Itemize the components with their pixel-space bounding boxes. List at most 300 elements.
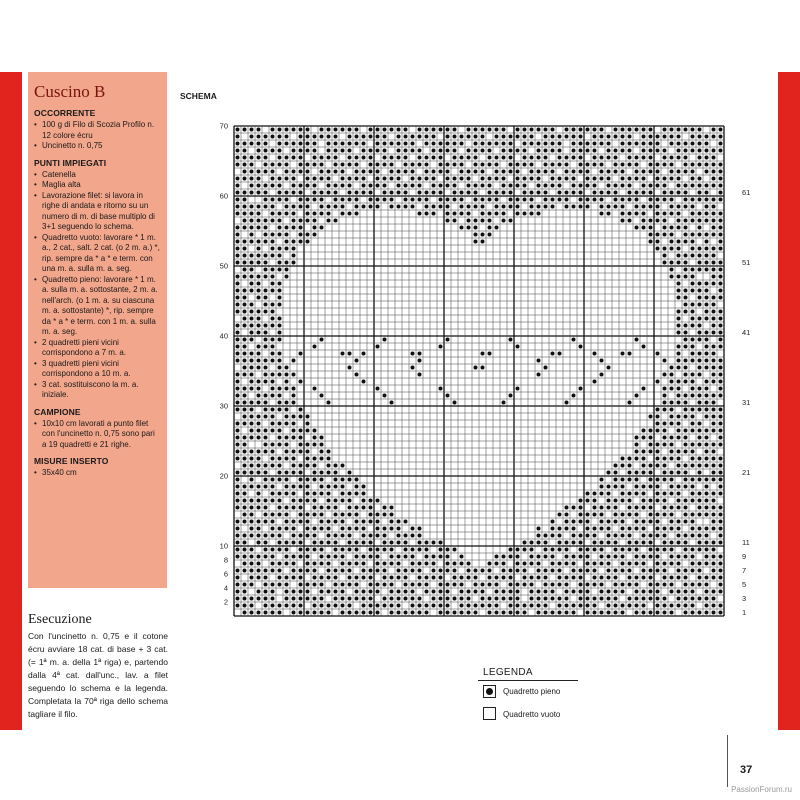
filled-square-mark [523,562,527,566]
filled-square-mark [502,590,506,594]
filled-square-mark [705,240,709,244]
filled-square-mark [719,135,723,139]
filled-square-mark [677,226,681,230]
filled-square-mark [537,184,541,188]
filled-square-mark [243,268,247,272]
filled-square-mark [649,128,653,132]
filled-square-mark [663,247,667,251]
filled-square-mark [271,464,275,468]
filled-square-mark [530,562,534,566]
row-label-right: 7 [742,566,747,575]
filled-square-mark [439,541,443,545]
filled-square-mark [299,429,303,433]
filled-square-mark [481,163,485,167]
filled-square-mark [285,380,289,384]
filled-square-mark [390,513,394,517]
filled-square-mark [684,597,688,601]
filled-square-mark [278,317,282,321]
filled-square-mark [250,576,254,580]
filled-square-mark [677,541,681,545]
filled-square-mark [712,135,716,139]
filled-square-mark [509,205,513,209]
filled-square-mark [327,471,331,475]
filled-square-mark [453,597,457,601]
filled-square-mark [628,527,632,531]
filled-square-mark [313,464,317,468]
filled-square-mark [250,422,254,426]
row-label-left: 20 [219,471,228,481]
filled-square-mark [264,296,268,300]
filled-square-mark [565,520,569,524]
filled-square-mark [411,135,415,139]
filled-square-mark [376,548,380,552]
filled-square-mark [460,583,464,587]
filled-square-mark [341,499,345,503]
filled-square-mark [663,422,667,426]
filled-square-mark [278,478,282,482]
filled-square-mark [628,177,632,181]
filled-square-mark [299,506,303,510]
filled-square-mark [712,464,716,468]
filled-square-mark [334,219,338,223]
filled-square-mark [369,604,373,608]
filled-square-mark [306,142,310,146]
filled-square-mark [243,359,247,363]
filled-square-mark [705,345,709,349]
filled-square-mark [320,163,324,167]
filled-square-mark [243,534,247,538]
filled-square-mark [236,436,240,440]
filled-square-mark [544,534,548,538]
filled-square-mark [460,191,464,195]
filled-square-mark [509,163,513,167]
filled-square-mark [299,443,303,447]
filled-square-mark [383,177,387,181]
filled-square-mark [656,184,660,188]
filled-square-mark [719,394,723,398]
filled-square-mark [635,520,639,524]
filled-square-mark [348,352,352,356]
filled-square-mark [572,506,576,510]
filled-square-mark [313,583,317,587]
filled-square-mark [670,205,674,209]
filled-square-mark [530,583,534,587]
filled-square-mark [285,478,289,482]
filled-square-mark [565,135,569,139]
filled-square-mark [488,233,492,237]
filled-square-mark [670,268,674,272]
filled-square-mark [264,548,268,552]
filled-square-mark [544,184,548,188]
filled-square-mark [691,247,695,251]
filled-square-mark [453,135,457,139]
filled-square-mark [292,597,296,601]
filled-square-mark [684,324,688,328]
filled-square-mark [292,184,296,188]
filled-square-mark [376,198,380,202]
filled-square-mark [628,548,632,552]
filled-square-mark [600,492,604,496]
filled-square-mark [404,128,408,132]
filled-square-mark [642,611,646,615]
filled-square-mark [712,576,716,580]
filled-square-mark [264,310,268,314]
filled-square-mark [285,583,289,587]
filled-square-mark [334,604,338,608]
filled-square-mark [334,478,338,482]
filled-square-mark [278,499,282,503]
filled-square-mark [635,436,639,440]
filled-square-mark [698,436,702,440]
filled-square-mark [677,345,681,349]
filled-square-mark [236,324,240,328]
filled-square-mark [292,576,296,580]
filled-square-mark [551,184,555,188]
filled-square-mark [628,457,632,461]
filled-square-mark [537,527,541,531]
filled-square-mark [509,576,513,580]
filled-square-mark [243,205,247,209]
filled-square-mark [719,366,723,370]
legend-title: LEGENDA [483,667,533,678]
filled-square-mark [404,541,408,545]
filled-square-mark [579,604,583,608]
filled-square-mark [670,387,674,391]
filled-square-mark [306,205,310,209]
filled-square-mark [264,485,268,489]
filled-square-mark [600,506,604,510]
filled-square-mark [712,198,716,202]
filled-square-mark [243,338,247,342]
filled-square-mark [586,142,590,146]
filled-square-mark [621,457,625,461]
filled-square-mark [691,520,695,524]
filled-square-mark [383,583,387,587]
filled-square-mark [551,562,555,566]
filled-square-mark [390,611,394,615]
filled-square-mark [670,562,674,566]
filled-square-mark [565,198,569,202]
filled-square-mark [712,548,716,552]
filled-square-mark [250,303,254,307]
filled-square-mark [278,464,282,468]
filled-square-mark [271,282,275,286]
filled-square-mark [264,338,268,342]
filled-square-mark [509,597,513,601]
filled-square-mark [271,492,275,496]
filled-square-mark [621,205,625,209]
filled-square-mark [502,156,506,160]
filled-square-mark [712,541,716,545]
filled-square-mark [495,597,499,601]
filled-square-mark [544,555,548,559]
filled-square-mark [299,233,303,237]
filled-square-mark [698,212,702,216]
filled-square-mark [607,541,611,545]
filled-square-mark [719,359,723,363]
filled-square-mark [712,156,716,160]
filled-square-mark [250,436,254,440]
filled-square-mark [705,576,709,580]
filled-square-mark [705,429,709,433]
filled-square-mark [432,205,436,209]
filled-square-mark [670,415,674,419]
filled-square-mark [509,394,513,398]
filled-square-mark [691,443,695,447]
filled-square-mark [481,170,485,174]
filled-square-mark [705,233,709,237]
filled-square-mark [593,597,597,601]
filled-square-mark [243,485,247,489]
filled-square-mark [663,583,667,587]
filled-square-mark [677,394,681,398]
filled-square-mark [243,443,247,447]
filled-square-mark [285,401,289,405]
filled-square-mark [586,163,590,167]
filled-square-mark [614,611,618,615]
filled-square-mark [565,548,569,552]
filled-square-mark [684,436,688,440]
filled-square-mark [313,604,317,608]
filled-square-mark [593,548,597,552]
filled-square-mark [250,289,254,293]
filled-square-mark [698,331,702,335]
filled-square-mark [691,597,695,601]
filled-square-mark [684,128,688,132]
filled-square-mark [453,156,457,160]
filled-square-mark [565,513,569,517]
filled-square-mark [432,128,436,132]
filled-square-mark [439,569,443,573]
filled-square-mark [642,177,646,181]
filled-square-mark [572,128,576,132]
filled-square-mark [411,569,415,573]
filled-square-mark [306,527,310,531]
filled-square-mark [579,576,583,580]
filled-square-mark [516,205,520,209]
filled-square-mark [285,156,289,160]
filled-square-mark [243,415,247,419]
filled-square-mark [250,401,254,405]
filled-square-mark [257,527,261,531]
filled-square-mark [271,478,275,482]
filled-square-mark [593,142,597,146]
filled-square-mark [257,296,261,300]
filled-square-mark [705,163,709,167]
filled-square-mark [320,492,324,496]
filled-square-mark [341,142,345,146]
filled-square-mark [502,611,506,615]
filled-square-mark [355,513,359,517]
filled-square-mark [236,541,240,545]
filled-square-mark [670,506,674,510]
filled-square-mark [299,156,303,160]
filled-square-mark [691,352,695,356]
filled-square-mark [684,275,688,279]
filled-square-mark [523,548,527,552]
filled-square-mark [565,527,569,531]
filled-square-mark [320,450,324,454]
filled-square-mark [278,366,282,370]
filled-square-mark [677,247,681,251]
campione-heading: CAMPIONE [34,406,81,417]
filled-square-mark [383,604,387,608]
filled-square-mark [509,583,513,587]
filled-square-mark [236,198,240,202]
filled-square-mark [474,149,478,153]
filled-square-mark [362,569,366,573]
filled-square-mark [572,177,576,181]
filled-square-mark [271,457,275,461]
filled-square-mark [292,212,296,216]
filled-square-mark [579,583,583,587]
filled-square-mark [481,240,485,244]
filled-square-mark [649,205,653,209]
filled-square-mark [299,611,303,615]
filled-square-mark [341,212,345,216]
filled-square-mark [691,254,695,258]
filled-square-mark [306,555,310,559]
filled-square-mark [404,555,408,559]
filled-square-mark [656,569,660,573]
filled-square-mark [677,534,681,538]
filled-square-mark [264,205,268,209]
filled-square-mark [537,597,541,601]
filled-square-mark [250,548,254,552]
filled-square-mark [705,317,709,321]
filled-square-mark [243,247,247,251]
filled-square-mark [649,611,653,615]
filled-square-mark [264,520,268,524]
filled-square-mark [516,128,520,132]
filled-square-mark [656,527,660,531]
filled-square-mark [271,352,275,356]
filled-square-mark [264,534,268,538]
filled-square-mark [334,170,338,174]
filled-square-mark [264,226,268,230]
row-label-left: 60 [219,191,228,201]
filled-square-mark [516,548,520,552]
filled-square-mark [285,268,289,272]
filled-square-mark [348,513,352,517]
filled-square-mark [278,429,282,433]
filled-square-mark [642,128,646,132]
filled-square-mark [355,205,359,209]
filled-square-mark [320,212,324,216]
filled-square-mark [397,177,401,181]
filled-square-mark [236,184,240,188]
filled-square-mark [376,184,380,188]
filled-square-mark [656,135,660,139]
legend-label-filled: Quadretto pieno [503,687,561,696]
filled-square-mark [516,611,520,615]
filled-square-mark [313,198,317,202]
filled-square-mark [306,170,310,174]
filled-square-mark [390,576,394,580]
filled-square-mark [677,366,681,370]
filled-square-mark [334,205,338,209]
filled-square-mark [264,240,268,244]
filled-square-mark [537,142,541,146]
filled-square-mark [544,198,548,202]
filled-square-mark [684,170,688,174]
filled-square-mark [614,604,618,608]
filled-square-mark [635,443,639,447]
filled-square-mark [292,219,296,223]
filled-square-mark [383,149,387,153]
filled-square-mark [453,548,457,552]
filled-square-mark [530,135,534,139]
filled-square-mark [257,541,261,545]
filled-square-mark [292,156,296,160]
filled-square-mark [621,569,625,573]
filled-square-mark [656,520,660,524]
filled-square-mark [705,219,709,223]
filled-square-mark [712,499,716,503]
filled-square-mark [684,506,688,510]
filled-square-mark [516,135,520,139]
filled-square-mark [719,513,723,517]
filled-square-mark [257,590,261,594]
filled-square-mark [271,387,275,391]
filled-square-mark [320,135,324,139]
panel-title: Cuscino B [34,82,106,101]
filled-square-mark [446,590,450,594]
filled-square-mark [649,485,653,489]
filled-square-mark [551,135,555,139]
filled-square-mark [530,590,534,594]
filled-square-mark [614,205,618,209]
filled-square-mark [684,576,688,580]
filled-square-mark [579,569,583,573]
filled-square-mark [299,191,303,195]
filled-square-mark [523,212,527,216]
filled-square-mark [712,394,716,398]
filled-square-mark [250,527,254,531]
filled-square-mark [327,499,331,503]
filled-square-mark [635,478,639,482]
filled-square-mark [313,436,317,440]
filled-square-mark [572,541,576,545]
filled-square-mark [495,205,499,209]
filled-square-mark [292,562,296,566]
filled-square-mark [341,149,345,153]
filled-square-mark [698,576,702,580]
filled-square-mark [334,520,338,524]
filled-square-mark [677,352,681,356]
filled-square-mark [327,527,331,531]
filled-square-mark [453,198,457,202]
filled-square-mark [537,373,541,377]
filled-square-mark [306,485,310,489]
filled-square-mark [397,597,401,601]
filled-square-mark [642,562,646,566]
filled-square-mark [621,492,625,496]
filled-square-mark [572,156,576,160]
filled-square-mark [698,471,702,475]
filled-square-mark [299,450,303,454]
filled-square-mark [537,191,541,195]
filled-square-mark [495,611,499,615]
filled-square-mark [439,576,443,580]
filled-square-mark [446,198,450,202]
filled-square-mark [544,135,548,139]
filled-square-mark [614,590,618,594]
filled-square-mark [488,597,492,601]
filled-square-mark [621,478,625,482]
filled-square-mark [334,163,338,167]
filled-square-mark [404,142,408,146]
